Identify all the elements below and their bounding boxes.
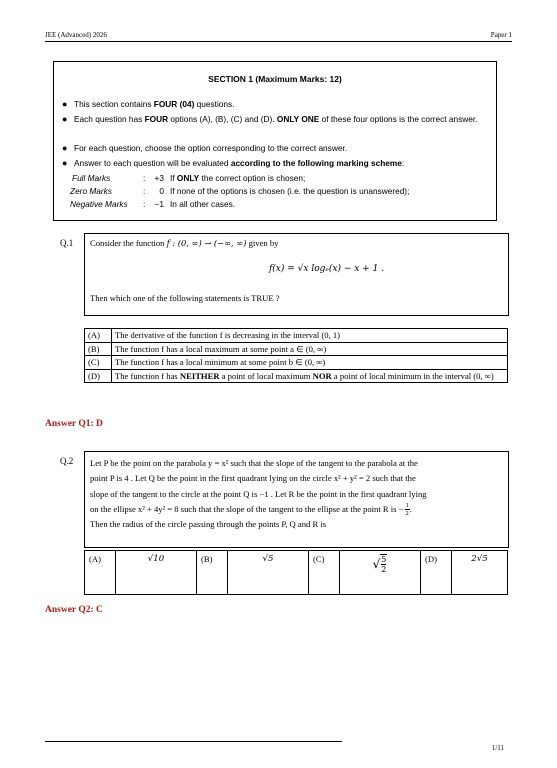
q2-line: point P is 4 . Let Q be the point in the first quadrant lying on the circle x² + y² = 2 such that the	[90, 473, 416, 484]
fraction-numerator: 5	[381, 555, 387, 564]
q2-options-table	[84, 550, 508, 595]
colon: :	[143, 186, 146, 196]
q2-line: slope of the tangent to the circle at the point Q is −1 . Let R be the point in the first quadrant lying	[90, 488, 427, 499]
option-label[interactable]: (D)	[421, 551, 452, 595]
option-row[interactable]	[85, 342, 508, 356]
fraction-denominator: 2	[405, 510, 409, 518]
q1-prompt: Then which one of the following statements is TRUE ?	[90, 293, 280, 303]
footer-divider	[45, 741, 342, 742]
q2-line: on the ellipse x² + 4y² = 8 such that the slope of the tangent to the ellipse at the point R is − $\frac{1}{2}$ .	[90, 502, 412, 518]
instruction-bullet-4	[62, 157, 492, 170]
bullet-bold: FOUR	[144, 114, 169, 124]
option-row[interactable]	[85, 329, 508, 343]
option-text	[112, 369, 508, 383]
marking-key: Full Marks	[72, 173, 111, 183]
option-value: 2√5	[452, 551, 508, 595]
question-1-box	[84, 233, 509, 316]
section-instructions	[53, 61, 497, 221]
question-number: Q.1	[60, 238, 74, 248]
answer-q1: Answer Q1: D	[45, 419, 103, 429]
bullet-icon: ●	[62, 143, 68, 153]
section-title: SECTION 1 (Maximum Marks: 12)	[208, 74, 342, 84]
bullet-bold: ONLY ONE	[276, 114, 320, 124]
q1-given: given by	[248, 238, 279, 248]
marking-desc: If	[170, 173, 177, 183]
bullet-text: Answer to each question will be evaluated	[74, 158, 231, 168]
question-number: Q.2	[60, 456, 74, 466]
q1-intro: Consider the function	[90, 238, 165, 248]
marking-value: 0	[159, 186, 164, 196]
option-text-part: The function f has	[115, 370, 180, 381]
option-value: √5	[228, 551, 309, 595]
bullet-text: Each question has	[74, 114, 145, 124]
option-label: (A)	[85, 329, 112, 343]
page-header	[45, 31, 512, 41]
option-row[interactable]	[85, 369, 508, 383]
colon: :	[143, 199, 146, 209]
option-value	[340, 551, 421, 595]
option-label[interactable]: (A)	[85, 551, 116, 595]
option-label[interactable]: (C)	[309, 551, 340, 595]
q2-fraction	[405, 502, 410, 517]
marking-value: +3	[154, 173, 164, 183]
option-value: √10	[116, 551, 197, 595]
q2-line-text: on the ellipse x² + 4y² = 8 such that the slope of the tangent to the ellipse at the point R is −	[90, 503, 404, 514]
q1-formula: f(x) = √x logₑ(x) − x + 1 .	[268, 264, 385, 274]
answer-q2: Answer Q2: C	[45, 605, 103, 615]
marking-desc: In all other cases.	[170, 199, 236, 209]
header-divider	[45, 41, 512, 42]
option-row[interactable]	[85, 356, 508, 370]
bullet-text: of these four options is the correct answer.	[319, 114, 478, 124]
option-label: (D)	[85, 369, 112, 383]
bullet-icon: ●	[62, 158, 68, 168]
fraction-numerator: 1	[405, 502, 409, 510]
instruction-bullet-3	[62, 142, 492, 155]
exam-title: JEE (Advanced) 2026	[45, 31, 107, 39]
sqrt-fraction	[373, 554, 388, 574]
option-label: (B)	[85, 342, 112, 356]
bullet-text: options (A), (B), (C) and (D).	[168, 114, 277, 124]
marking-key: Zero Marks	[70, 186, 112, 196]
marking-desc: If none of the options is chosen (i.e. the question is unanswered);	[170, 186, 410, 196]
option-label[interactable]: (B)	[197, 551, 228, 595]
option-text-part: a point of local minimum in the interval (0, ∞)	[331, 370, 494, 381]
bullet-icon: ●	[62, 114, 68, 124]
option-text: The function f has a local maximum at some point a ∈ (0, ∞)	[112, 342, 508, 356]
instruction-bullet-1	[62, 98, 492, 111]
option-text-bold: NOR	[312, 370, 332, 381]
bullet-text: For each question, choose the option corresponding to the correct answer.	[74, 143, 348, 153]
marking-desc: the correct option is chosen;	[199, 173, 306, 183]
q2-line: Then the radius of the circle passing through the points P, Q and R is	[90, 519, 327, 530]
instruction-bullet-2	[62, 113, 492, 126]
page-number: 1/11	[491, 744, 504, 752]
marking-desc-bold: ONLY	[176, 173, 200, 183]
bullet-text: This section contains	[74, 99, 154, 109]
q1-options-table	[84, 328, 508, 383]
marking-value: −1	[154, 199, 164, 209]
q2-line: Let P be the point on the parabola y = x² such that the slope of the tangent to the parabola at the	[90, 458, 418, 468]
option-text: The function f has a local minimum at some point b ∈ (0, ∞)	[112, 356, 508, 370]
fraction-denominator: 2	[381, 565, 387, 574]
marking-key: Negative Marks	[70, 199, 128, 209]
bullet-bold: according to the following marking scheme	[230, 158, 402, 168]
bullet-text: :	[401, 158, 405, 168]
bullet-bold: FOUR (04)	[153, 99, 195, 109]
option-text-part: a point of local maximum	[219, 370, 313, 381]
bullet-text: questions.	[194, 99, 235, 109]
q1-map: f : (0, ∞) → (−∞, ∞)	[166, 238, 247, 248]
option-text-bold: NEITHER	[179, 370, 220, 381]
radical-icon: √	[372, 556, 381, 571]
bullet-icon: ●	[62, 99, 68, 109]
option-text: The derivative of the function f is decreasing in the interval (0, 1)	[112, 329, 508, 343]
question-2-box	[84, 451, 509, 548]
paper-label: Paper 1	[490, 31, 512, 39]
option-label: (C)	[85, 356, 112, 370]
colon: :	[143, 173, 146, 183]
